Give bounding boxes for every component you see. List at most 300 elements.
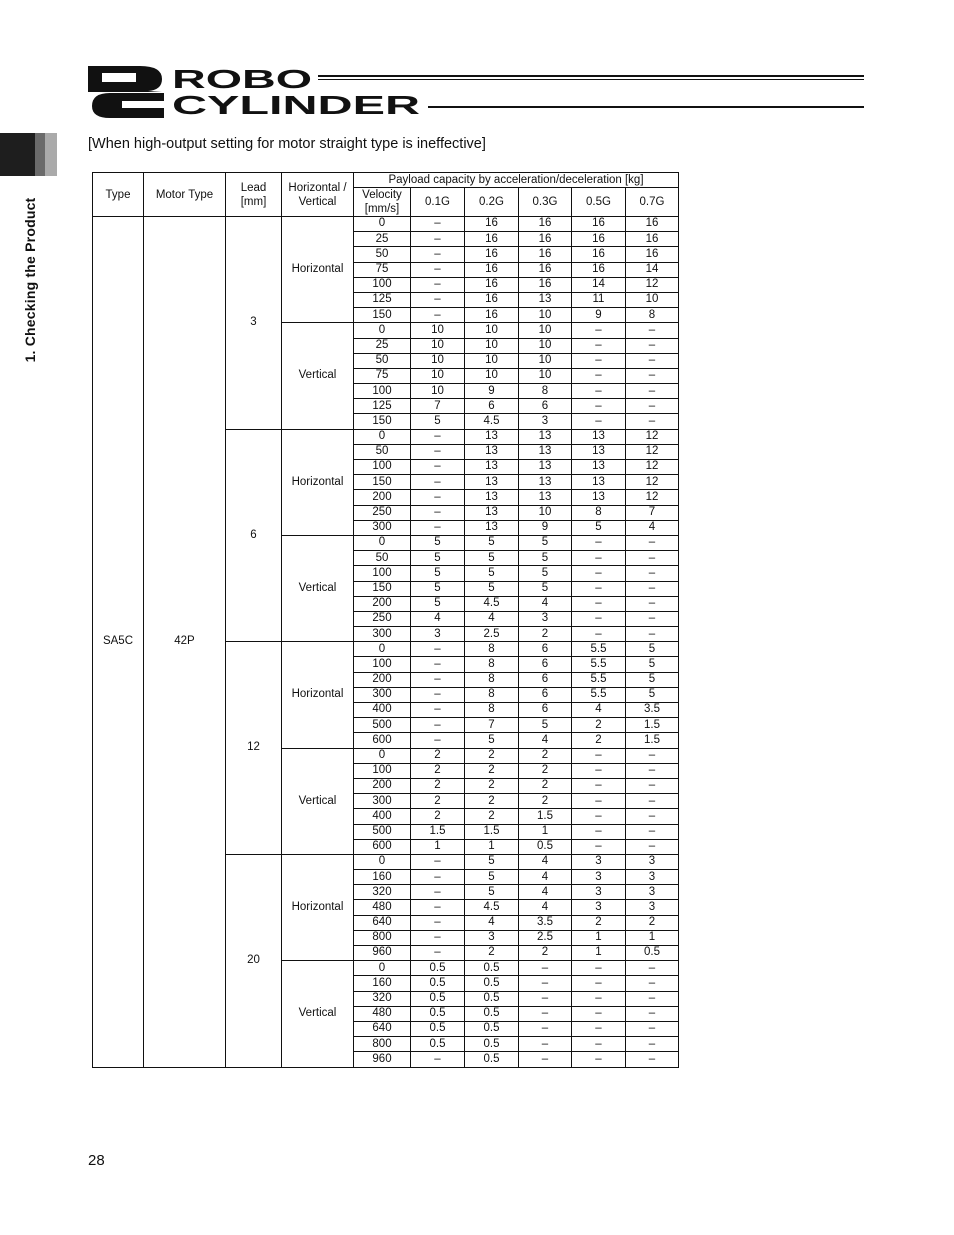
payload-cell: – [411,657,465,672]
payload-cell: 8 [465,687,519,702]
payload-cell: – [519,1021,572,1036]
orientation-cell: Horizontal [282,217,354,323]
payload-cell: 5 [626,657,679,672]
velocity-cell: 200 [354,778,411,793]
payload-cell: – [572,1021,626,1036]
payload-cell: 4.5 [465,414,519,429]
header-velocity: Velocity [mm/s] [354,188,411,217]
payload-cell: 3 [411,627,465,642]
payload-cell: 4 [411,611,465,626]
payload-cell: 5 [626,672,679,687]
payload-cell: – [411,642,465,657]
payload-cell: 5 [465,581,519,596]
payload-cell: 16 [519,217,572,232]
payload-cell: 3 [572,900,626,915]
payload-cell: 16 [572,217,626,232]
payload-cell: – [626,1037,679,1052]
payload-cell: 0.5 [465,1052,519,1067]
payload-cell: 13 [519,429,572,444]
payload-cell: 5 [411,581,465,596]
payload-cell: 16 [465,262,519,277]
payload-cell: 5 [465,535,519,550]
payload-cell: 13 [519,460,572,475]
section-subtitle: [When high-output setting for motor straight type is ineffective] [88,136,486,152]
velocity-cell: 0 [354,854,411,869]
payload-cell: 1.5 [465,824,519,839]
velocity-cell: 500 [354,718,411,733]
payload-cell: 1.5 [411,824,465,839]
payload-cell: – [411,308,465,323]
payload-cell: – [572,1037,626,1052]
payload-cell: 2 [519,946,572,961]
payload-cell: 10 [411,338,465,353]
header-accel-2: 0.3G [519,188,572,217]
payload-cell: 13 [465,475,519,490]
velocity-cell: 400 [354,809,411,824]
payload-cell: – [572,384,626,399]
payload-cell: – [572,961,626,976]
velocity-cell: 250 [354,611,411,626]
payload-cell: – [626,1006,679,1021]
payload-cell: – [411,247,465,262]
payload-cell: – [572,778,626,793]
payload-cell: 5 [465,870,519,885]
payload-cell: 10 [411,384,465,399]
velocity-cell: 300 [354,627,411,642]
lead-cell: 12 [226,642,282,855]
payload-cell: 3 [626,885,679,900]
payload-cell: – [572,338,626,353]
payload-cell: – [626,748,679,763]
payload-cell: – [626,991,679,1006]
velocity-cell: 25 [354,338,411,353]
header-orientation: Horizontal / Vertical [282,173,354,217]
payload-cell: 6 [519,642,572,657]
payload-cell: 5 [519,581,572,596]
payload-cell: – [572,414,626,429]
motor-type-cell: 42P [144,217,226,1068]
lead-cell: 3 [226,217,282,430]
payload-cell: – [411,687,465,702]
logo-text-bottom: CYLINDER [172,90,421,118]
payload-cell: 2 [572,733,626,748]
payload-cell: 0.5 [411,1006,465,1021]
payload-cell: – [626,414,679,429]
header-rule-top-1 [318,75,864,77]
payload-cell: – [626,961,679,976]
velocity-cell: 200 [354,490,411,505]
payload-cell: 14 [626,262,679,277]
payload-cell: – [411,520,465,535]
payload-cell: – [411,475,465,490]
payload-cell: 2 [465,748,519,763]
payload-cell: 2 [411,778,465,793]
payload-cell: 13 [519,292,572,307]
velocity-cell: 125 [354,399,411,414]
payload-cell: 3.5 [519,915,572,930]
page-number: 28 [88,1152,105,1169]
payload-cell: – [572,748,626,763]
payload-cell: – [411,885,465,900]
payload-cell: 0.5 [411,961,465,976]
payload-cell: 1.5 [626,733,679,748]
velocity-cell: 100 [354,277,411,292]
payload-cell: 10 [519,308,572,323]
payload-cell: 4 [519,870,572,885]
payload-cell: 0.5 [465,976,519,991]
payload-cell: 1 [519,824,572,839]
payload-cell: 12 [626,429,679,444]
payload-cell: 1 [572,930,626,945]
payload-cell: 0.5 [465,991,519,1006]
velocity-cell: 320 [354,991,411,1006]
payload-cell: 3 [465,930,519,945]
payload-cell: 10 [519,323,572,338]
payload-cell: 8 [465,672,519,687]
payload-cell: 0.5 [519,839,572,854]
payload-cell: 14 [572,277,626,292]
payload-cell: 5 [465,854,519,869]
orientation-cell: Vertical [282,323,354,429]
payload-capacity-table [92,172,679,1068]
payload-cell: – [411,460,465,475]
payload-cell: – [572,596,626,611]
payload-cell: – [411,870,465,885]
payload-cell: 3 [572,870,626,885]
velocity-cell: 150 [354,308,411,323]
header-rule-top-2 [318,79,864,80]
velocity-cell: 300 [354,520,411,535]
payload-cell: 2 [519,794,572,809]
velocity-cell: 100 [354,657,411,672]
payload-cell: 5 [572,520,626,535]
payload-cell: 13 [465,490,519,505]
chapter-tab-dark [0,133,35,176]
velocity-cell: 480 [354,900,411,915]
payload-cell: – [572,535,626,550]
rc-logo-mark-icon [88,66,423,118]
payload-cell: – [519,961,572,976]
payload-cell: – [519,991,572,1006]
payload-cell: 4 [572,703,626,718]
velocity-cell: 640 [354,1021,411,1036]
velocity-cell: 200 [354,672,411,687]
velocity-cell: 160 [354,976,411,991]
velocity-cell: 0 [354,535,411,550]
payload-cell: 12 [626,444,679,459]
payload-cell: – [411,1052,465,1067]
chapter-side-label: 1. Checking the Product [22,197,38,363]
header-accel-4: 0.7G [626,188,679,217]
payload-cell: 13 [572,460,626,475]
payload-cell: 13 [572,475,626,490]
velocity-cell: 200 [354,596,411,611]
payload-cell: 16 [519,262,572,277]
payload-cell: 3 [626,900,679,915]
payload-cell: – [626,323,679,338]
payload-cell: 1 [572,946,626,961]
payload-cell: 2 [411,809,465,824]
payload-cell: – [411,946,465,961]
payload-cell: 10 [519,338,572,353]
payload-cell: 8 [572,505,626,520]
payload-cell: – [626,1052,679,1067]
payload-cell: 4 [465,915,519,930]
payload-cell: 4 [519,596,572,611]
payload-cell: 5 [626,642,679,657]
payload-cell: – [626,535,679,550]
payload-cell: 8 [465,657,519,672]
velocity-cell: 800 [354,1037,411,1052]
payload-cell: – [411,429,465,444]
payload-cell: – [411,232,465,247]
payload-cell: 0.5 [465,1021,519,1036]
payload-cell: 16 [465,277,519,292]
velocity-cell: 0 [354,323,411,338]
velocity-cell: 50 [354,247,411,262]
header-accel-1: 0.2G [465,188,519,217]
payload-cell: 16 [626,247,679,262]
velocity-cell: 150 [354,414,411,429]
payload-cell: 9 [465,384,519,399]
payload-cell: 2 [465,794,519,809]
payload-cell: 1 [465,839,519,854]
payload-cell: – [572,1006,626,1021]
payload-cell: – [572,794,626,809]
robo-cylinder-logo [88,66,423,118]
payload-cell: 4 [519,885,572,900]
velocity-cell: 100 [354,763,411,778]
payload-cell: 3 [572,885,626,900]
payload-cell: 13 [519,475,572,490]
velocity-cell: 150 [354,581,411,596]
payload-cell: 5 [519,551,572,566]
payload-cell: – [411,854,465,869]
payload-cell: 5 [411,414,465,429]
payload-cell: – [572,551,626,566]
payload-cell: 0.5 [626,946,679,961]
velocity-cell: 160 [354,870,411,885]
payload-cell: 0.5 [465,1037,519,1052]
velocity-cell: 640 [354,915,411,930]
payload-cell: 10 [519,368,572,383]
payload-cell: – [572,824,626,839]
payload-cell: 0.5 [411,976,465,991]
payload-cell: 8 [626,308,679,323]
payload-cell: 1.5 [519,809,572,824]
payload-cell: – [626,809,679,824]
payload-cell: 8 [465,703,519,718]
payload-cell: 6 [519,687,572,702]
orientation-cell: Vertical [282,535,354,641]
payload-cell: 5 [626,687,679,702]
orientation-cell: Vertical [282,961,354,1067]
payload-cell: 13 [572,444,626,459]
payload-cell: – [519,1037,572,1052]
orientation-cell: Horizontal [282,854,354,960]
payload-cell: 2 [519,627,572,642]
payload-cell: 10 [411,368,465,383]
payload-cell: 4 [626,520,679,535]
payload-cell: – [626,399,679,414]
lead-cell: 6 [226,429,282,642]
header-accel-3: 0.5G [572,188,626,217]
payload-cell: – [411,900,465,915]
payload-cell: – [572,809,626,824]
payload-cell: 16 [626,232,679,247]
payload-cell: – [411,703,465,718]
payload-cell: 5 [465,551,519,566]
payload-cell: 5 [411,596,465,611]
payload-cell: – [519,1052,572,1067]
payload-cell: 3.5 [626,703,679,718]
payload-cell: 13 [572,490,626,505]
payload-cell: 12 [626,277,679,292]
payload-cell: 4 [519,854,572,869]
payload-cell: 16 [519,247,572,262]
payload-cell: – [411,217,465,232]
payload-cell: 1 [626,930,679,945]
payload-cell: 12 [626,490,679,505]
velocity-cell: 500 [354,824,411,839]
payload-cell: 16 [572,262,626,277]
payload-cell: 13 [465,460,519,475]
payload-cell: – [411,672,465,687]
payload-cell: 7 [465,718,519,733]
payload-cell: 16 [626,217,679,232]
velocity-cell: 400 [354,703,411,718]
payload-cell: – [411,915,465,930]
payload-cell: 1.5 [626,718,679,733]
payload-cell: – [572,353,626,368]
payload-cell: 10 [519,505,572,520]
payload-cell: 10 [411,323,465,338]
payload-cell: 2 [572,718,626,733]
payload-cell: 16 [465,232,519,247]
payload-cell: – [519,1006,572,1021]
payload-cell: 2 [411,748,465,763]
payload-cell: – [572,763,626,778]
payload-cell: 2 [465,946,519,961]
payload-cell: 12 [626,460,679,475]
orientation-cell: Horizontal [282,642,354,748]
payload-cell: 5.5 [572,672,626,687]
payload-cell: – [572,368,626,383]
payload-cell: 2 [465,763,519,778]
payload-cell: – [572,1052,626,1067]
chapter-tab-light [45,133,57,176]
payload-cell: 2 [411,794,465,809]
payload-cell: 7 [626,505,679,520]
velocity-cell: 300 [354,687,411,702]
velocity-cell: 0 [354,217,411,232]
velocity-cell: 100 [354,566,411,581]
payload-cell: 5 [411,551,465,566]
payload-cell: – [626,1021,679,1036]
payload-cell: 5.5 [572,642,626,657]
velocity-cell: 0 [354,429,411,444]
payload-cell: 10 [465,338,519,353]
velocity-cell: 600 [354,733,411,748]
velocity-cell: 480 [354,1006,411,1021]
payload-cell: 6 [519,399,572,414]
payload-cell: – [572,611,626,626]
payload-cell: 1 [411,839,465,854]
velocity-cell: 320 [354,885,411,900]
velocity-cell: 800 [354,930,411,945]
payload-cell: – [411,505,465,520]
payload-cell: 16 [572,232,626,247]
lead-cell: 20 [226,854,282,1067]
payload-cell: – [572,566,626,581]
payload-cell: 10 [411,353,465,368]
payload-table-body [93,173,679,1068]
velocity-cell: 75 [354,262,411,277]
payload-cell: 16 [519,277,572,292]
payload-cell: – [411,490,465,505]
payload-cell: 10 [465,353,519,368]
payload-cell: 0.5 [465,961,519,976]
payload-cell: – [626,611,679,626]
payload-cell: 5.5 [572,687,626,702]
payload-cell: 11 [572,292,626,307]
velocity-cell: 25 [354,232,411,247]
payload-cell: – [626,763,679,778]
payload-cell: – [411,733,465,748]
payload-cell: 9 [519,520,572,535]
payload-cell: – [572,839,626,854]
payload-cell: 10 [465,323,519,338]
payload-cell: 5.5 [572,657,626,672]
payload-cell: – [572,976,626,991]
table-row [93,217,679,232]
payload-cell: – [626,778,679,793]
payload-cell: – [626,596,679,611]
payload-cell: 8 [465,642,519,657]
payload-cell: 5 [411,566,465,581]
velocity-cell: 75 [354,368,411,383]
payload-cell: 13 [465,429,519,444]
payload-cell: 0.5 [411,1037,465,1052]
velocity-cell: 250 [354,505,411,520]
payload-cell: 8 [519,384,572,399]
payload-cell: 2 [519,748,572,763]
payload-cell: 6 [519,703,572,718]
velocity-cell: 960 [354,1052,411,1067]
payload-cell: 0.5 [411,991,465,1006]
logo-text-top: ROBO [172,66,312,94]
payload-cell: 2 [465,778,519,793]
payload-cell: – [626,551,679,566]
payload-cell: 13 [465,520,519,535]
payload-cell: – [626,368,679,383]
payload-cell: 2.5 [519,930,572,945]
payload-cell: 5 [465,566,519,581]
velocity-cell: 100 [354,460,411,475]
header-motor-type: Motor Type [144,173,226,217]
velocity-cell: 150 [354,475,411,490]
payload-cell: – [519,976,572,991]
velocity-cell: 300 [354,794,411,809]
velocity-cell: 100 [354,384,411,399]
payload-cell: 5 [411,535,465,550]
payload-cell: 6 [465,399,519,414]
header-lead: Lead [mm] [226,173,282,217]
velocity-cell: 50 [354,444,411,459]
payload-cell: 9 [572,308,626,323]
payload-cell: 3 [572,854,626,869]
payload-cell: 4 [519,733,572,748]
